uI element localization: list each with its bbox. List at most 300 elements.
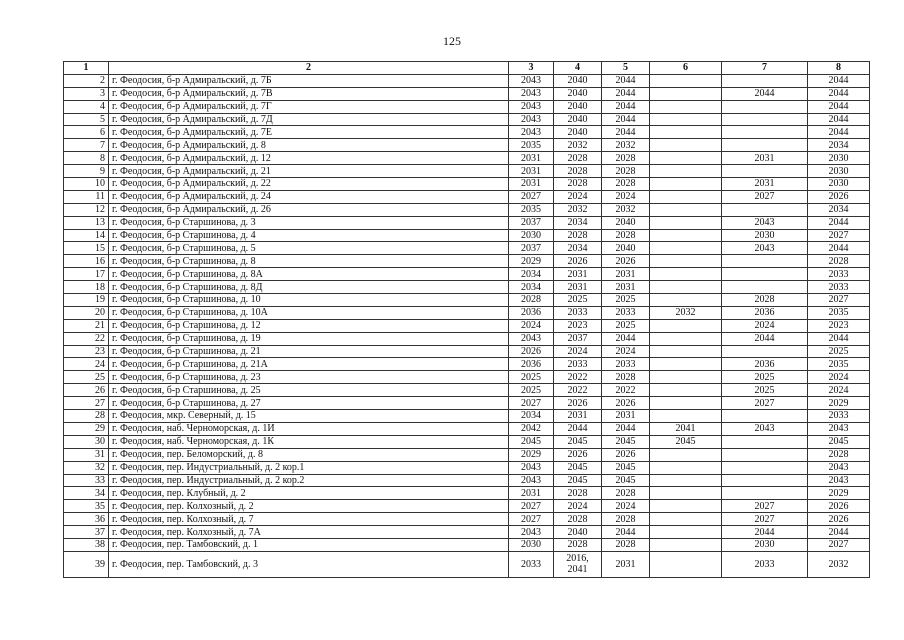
address-cell: г. Феодосия, б-р Старшинова, д. 19 bbox=[109, 332, 509, 345]
row-number-cell: 24 bbox=[64, 358, 109, 371]
address-cell: г. Феодосия, б-р Старшинова, д. 23 bbox=[109, 371, 509, 384]
table-row bbox=[64, 397, 870, 410]
col5-cell: 2028 bbox=[602, 487, 650, 500]
row-number-cell: 35 bbox=[64, 500, 109, 513]
col3-cell: 2027 bbox=[509, 190, 554, 203]
col5-cell: 2031 bbox=[602, 551, 650, 577]
col8-cell: 2028 bbox=[808, 255, 870, 268]
col8-cell: 2027 bbox=[808, 538, 870, 551]
col5-cell: 2033 bbox=[602, 358, 650, 371]
table-row bbox=[64, 448, 870, 461]
col7-cell: 2027 bbox=[722, 513, 808, 526]
col8-cell: 2034 bbox=[808, 139, 870, 152]
table-row bbox=[64, 538, 870, 551]
row-number-cell: 19 bbox=[64, 294, 109, 307]
row-number-cell: 22 bbox=[64, 332, 109, 345]
col5-cell: 2028 bbox=[602, 371, 650, 384]
address-cell: г. Феодосия, пер. Колхозный, д. 2 bbox=[109, 500, 509, 513]
col3-cell: 2030 bbox=[509, 538, 554, 551]
address-cell: г. Феодосия, наб. Черноморская, д. 1К bbox=[109, 435, 509, 448]
row-number-cell: 4 bbox=[64, 100, 109, 113]
table-row bbox=[64, 384, 870, 397]
row-number-cell: 38 bbox=[64, 538, 109, 551]
row-number-cell: 31 bbox=[64, 448, 109, 461]
col4-cell: 2032 bbox=[554, 139, 602, 152]
col8-cell: 2027 bbox=[808, 294, 870, 307]
table-row bbox=[64, 461, 870, 474]
col6-cell bbox=[650, 216, 722, 229]
address-cell: г. Феодосия, пер. Индустриальный, д. 2 кор.1 bbox=[109, 461, 509, 474]
col6-cell bbox=[650, 139, 722, 152]
col6-cell bbox=[650, 332, 722, 345]
col3-cell: 2043 bbox=[509, 526, 554, 539]
col7-cell: 2027 bbox=[722, 500, 808, 513]
col8-cell: 2035 bbox=[808, 358, 870, 371]
col8-cell: 2030 bbox=[808, 152, 870, 165]
table-row bbox=[64, 487, 870, 500]
row-number-cell: 8 bbox=[64, 152, 109, 165]
address-cell: г. Феодосия, б-р Старшинова, д. 8Д bbox=[109, 281, 509, 294]
col6-cell bbox=[650, 551, 722, 577]
col4-cell: 2045 bbox=[554, 435, 602, 448]
col5-cell: 2025 bbox=[602, 294, 650, 307]
col3-cell: 2043 bbox=[509, 474, 554, 487]
table-row bbox=[64, 139, 870, 152]
table-row bbox=[64, 319, 870, 332]
col3-cell: 2024 bbox=[509, 319, 554, 332]
col7-cell: 2030 bbox=[722, 229, 808, 242]
col4-cell: 2040 bbox=[554, 100, 602, 113]
address-cell: г. Феодосия, б-р Адмиральский, д. 7Е bbox=[109, 126, 509, 139]
table-row bbox=[64, 242, 870, 255]
col3-cell: 2034 bbox=[509, 410, 554, 423]
col6-cell bbox=[650, 345, 722, 358]
table-row bbox=[64, 255, 870, 268]
col4-cell: 2022 bbox=[554, 384, 602, 397]
col7-cell bbox=[722, 281, 808, 294]
col3-cell: 2034 bbox=[509, 281, 554, 294]
col5-cell: 2024 bbox=[602, 345, 650, 358]
col3-cell: 2031 bbox=[509, 487, 554, 500]
col5-cell: 2045 bbox=[602, 474, 650, 487]
col7-cell: 2036 bbox=[722, 358, 808, 371]
col3-cell: 2035 bbox=[509, 139, 554, 152]
col8-cell: 2027 bbox=[808, 229, 870, 242]
col6-cell bbox=[650, 152, 722, 165]
col6-cell bbox=[650, 487, 722, 500]
col5-cell: 2040 bbox=[602, 216, 650, 229]
col8-cell: 2029 bbox=[808, 397, 870, 410]
col7-cell bbox=[722, 255, 808, 268]
column-header-3: 3 bbox=[509, 62, 554, 75]
address-cell: г. Феодосия, б-р Адмиральский, д. 7Д bbox=[109, 113, 509, 126]
table-row bbox=[64, 513, 870, 526]
col6-cell bbox=[650, 538, 722, 551]
column-header-2: 2 bbox=[109, 62, 509, 75]
col6-cell bbox=[650, 229, 722, 242]
col3-cell: 2031 bbox=[509, 152, 554, 165]
row-number-cell: 12 bbox=[64, 203, 109, 216]
col6-cell bbox=[650, 384, 722, 397]
col8-cell: 2023 bbox=[808, 319, 870, 332]
table-row bbox=[64, 371, 870, 384]
col5-cell: 2032 bbox=[602, 203, 650, 216]
col6-cell bbox=[650, 397, 722, 410]
col6-cell bbox=[650, 268, 722, 281]
col4-cell: 2031 bbox=[554, 281, 602, 294]
col7-cell bbox=[722, 345, 808, 358]
address-cell: г. Феодосия, б-р Старшинова, д. 3 bbox=[109, 216, 509, 229]
col7-cell bbox=[722, 268, 808, 281]
col8-cell: 2035 bbox=[808, 306, 870, 319]
col7-cell: 2044 bbox=[722, 332, 808, 345]
col7-cell bbox=[722, 410, 808, 423]
col5-cell: 2044 bbox=[602, 126, 650, 139]
col5-cell: 2045 bbox=[602, 435, 650, 448]
col3-cell: 2043 bbox=[509, 74, 554, 87]
col7-cell: 2025 bbox=[722, 371, 808, 384]
row-number-cell: 2 bbox=[64, 74, 109, 87]
col4-cell: 2040 bbox=[554, 113, 602, 126]
col7-cell: 2043 bbox=[722, 242, 808, 255]
col8-cell: 2044 bbox=[808, 126, 870, 139]
col8-cell: 2033 bbox=[808, 268, 870, 281]
column-header-1: 1 bbox=[64, 62, 109, 75]
col8-cell: 2026 bbox=[808, 190, 870, 203]
col6-cell bbox=[650, 87, 722, 100]
col7-cell bbox=[722, 100, 808, 113]
col4-cell: 2024 bbox=[554, 345, 602, 358]
col8-cell: 2044 bbox=[808, 332, 870, 345]
row-number-cell: 9 bbox=[64, 165, 109, 178]
row-number-cell: 27 bbox=[64, 397, 109, 410]
col5-cell: 2044 bbox=[602, 87, 650, 100]
col6-cell bbox=[650, 100, 722, 113]
table-row bbox=[64, 152, 870, 165]
address-cell: г. Феодосия, б-р Адмиральский, д. 26 bbox=[109, 203, 509, 216]
col6-cell bbox=[650, 526, 722, 539]
table-row bbox=[64, 229, 870, 242]
address-cell: г. Феодосия, пер. Колхозный, д. 7А bbox=[109, 526, 509, 539]
address-cell: г. Феодосия, б-р Старшинова, д. 8 bbox=[109, 255, 509, 268]
col3-cell: 2037 bbox=[509, 242, 554, 255]
col4-cell: 2022 bbox=[554, 371, 602, 384]
col4-cell: 2040 bbox=[554, 74, 602, 87]
col5-cell: 2028 bbox=[602, 152, 650, 165]
address-cell: г. Феодосия, б-р Адмиральский, д. 22 bbox=[109, 178, 509, 191]
col4-cell: 2033 bbox=[554, 306, 602, 319]
col7-cell bbox=[722, 165, 808, 178]
row-number-cell: 10 bbox=[64, 178, 109, 191]
col6-cell bbox=[650, 203, 722, 216]
col4-cell: 2040 bbox=[554, 126, 602, 139]
col8-cell: 2025 bbox=[808, 345, 870, 358]
row-number-cell: 33 bbox=[64, 474, 109, 487]
col8-cell: 2034 bbox=[808, 203, 870, 216]
table-row bbox=[64, 500, 870, 513]
address-cell: г. Феодосия, б-р Старшинова, д. 21А bbox=[109, 358, 509, 371]
page-number: 125 bbox=[443, 34, 461, 48]
col8-cell: 2044 bbox=[808, 216, 870, 229]
col6-cell bbox=[650, 74, 722, 87]
col4-cell: 2023 bbox=[554, 319, 602, 332]
col4-cell: 2033 bbox=[554, 358, 602, 371]
col4-cell: 2028 bbox=[554, 165, 602, 178]
col7-cell: 2036 bbox=[722, 306, 808, 319]
table-row bbox=[64, 332, 870, 345]
col5-cell: 2031 bbox=[602, 410, 650, 423]
row-number-cell: 26 bbox=[64, 384, 109, 397]
column-header-8: 8 bbox=[808, 62, 870, 75]
address-cell: г. Феодосия, пер. Беломорский, д. 8 bbox=[109, 448, 509, 461]
col7-cell bbox=[722, 435, 808, 448]
row-number-cell: 15 bbox=[64, 242, 109, 255]
row-number-cell: 36 bbox=[64, 513, 109, 526]
col3-cell: 2043 bbox=[509, 126, 554, 139]
col6-cell bbox=[650, 126, 722, 139]
row-number-cell: 14 bbox=[64, 229, 109, 242]
col3-cell: 2025 bbox=[509, 371, 554, 384]
col6-cell bbox=[650, 165, 722, 178]
address-cell: г. Феодосия, пер. Тамбовский, д. 3 bbox=[109, 551, 509, 577]
col3-cell: 2027 bbox=[509, 500, 554, 513]
col7-cell: 2031 bbox=[722, 178, 808, 191]
col6-cell bbox=[650, 255, 722, 268]
col4-cell: 2025 bbox=[554, 294, 602, 307]
col8-cell: 2044 bbox=[808, 74, 870, 87]
table-row bbox=[64, 87, 870, 100]
col7-cell bbox=[722, 448, 808, 461]
col8-cell: 2024 bbox=[808, 371, 870, 384]
col6-cell bbox=[650, 500, 722, 513]
col7-cell: 2044 bbox=[722, 87, 808, 100]
address-cell: г. Феодосия, б-р Старшинова, д. 8А bbox=[109, 268, 509, 281]
table-row bbox=[64, 268, 870, 281]
col3-cell: 2027 bbox=[509, 397, 554, 410]
col5-cell: 2044 bbox=[602, 332, 650, 345]
col3-cell: 2043 bbox=[509, 113, 554, 126]
col3-cell: 2045 bbox=[509, 435, 554, 448]
col8-cell: 2044 bbox=[808, 87, 870, 100]
table-header-row bbox=[64, 62, 870, 75]
address-cell: г. Феодосия, б-р Адмиральский, д. 7Г bbox=[109, 100, 509, 113]
col3-cell: 2031 bbox=[509, 165, 554, 178]
column-header-5: 5 bbox=[602, 62, 650, 75]
col6-cell bbox=[650, 178, 722, 191]
row-number-cell: 34 bbox=[64, 487, 109, 500]
col3-cell: 2033 bbox=[509, 551, 554, 577]
row-number-cell: 23 bbox=[64, 345, 109, 358]
col8-cell: 2043 bbox=[808, 461, 870, 474]
col4-cell: 2034 bbox=[554, 242, 602, 255]
col7-cell: 2027 bbox=[722, 397, 808, 410]
col4-cell: 2016, 2041 bbox=[554, 551, 602, 577]
col7-cell: 2028 bbox=[722, 294, 808, 307]
address-cell: г. Феодосия, б-р Старшинова, д. 27 bbox=[109, 397, 509, 410]
row-number-cell: 18 bbox=[64, 281, 109, 294]
table-row bbox=[64, 306, 870, 319]
col6-cell bbox=[650, 294, 722, 307]
table-row bbox=[64, 358, 870, 371]
row-number-cell: 28 bbox=[64, 410, 109, 423]
col7-cell: 2043 bbox=[722, 422, 808, 435]
col4-cell: 2044 bbox=[554, 422, 602, 435]
row-number-cell: 39 bbox=[64, 551, 109, 577]
col5-cell: 2032 bbox=[602, 139, 650, 152]
col7-cell bbox=[722, 487, 808, 500]
row-number-cell: 37 bbox=[64, 526, 109, 539]
col7-cell bbox=[722, 139, 808, 152]
row-number-cell: 17 bbox=[64, 268, 109, 281]
col3-cell: 2030 bbox=[509, 229, 554, 242]
table-row bbox=[64, 551, 870, 577]
col5-cell: 2044 bbox=[602, 526, 650, 539]
col7-cell: 2031 bbox=[722, 152, 808, 165]
col4-cell: 2028 bbox=[554, 538, 602, 551]
col3-cell: 2043 bbox=[509, 461, 554, 474]
col5-cell: 2031 bbox=[602, 281, 650, 294]
col6-cell bbox=[650, 281, 722, 294]
col6-cell bbox=[650, 474, 722, 487]
table-body bbox=[64, 74, 870, 577]
col5-cell: 2026 bbox=[602, 255, 650, 268]
table-row bbox=[64, 178, 870, 191]
col6-cell bbox=[650, 461, 722, 474]
address-cell: г. Феодосия, б-р Адмиральский, д. 12 bbox=[109, 152, 509, 165]
address-cell: г. Феодосия, б-р Старшинова, д. 21 bbox=[109, 345, 509, 358]
col3-cell: 2042 bbox=[509, 422, 554, 435]
col4-cell: 2026 bbox=[554, 255, 602, 268]
col3-cell: 2036 bbox=[509, 306, 554, 319]
address-cell: г. Феодосия, б-р Адмиральский, д. 21 bbox=[109, 165, 509, 178]
row-number-cell: 30 bbox=[64, 435, 109, 448]
row-number-cell: 3 bbox=[64, 87, 109, 100]
address-cell: г. Феодосия, б-р Старшинова, д. 10А bbox=[109, 306, 509, 319]
col8-cell: 2044 bbox=[808, 242, 870, 255]
col3-cell: 2029 bbox=[509, 448, 554, 461]
col6-cell bbox=[650, 319, 722, 332]
row-number-cell: 6 bbox=[64, 126, 109, 139]
row-number-cell: 20 bbox=[64, 306, 109, 319]
col3-cell: 2036 bbox=[509, 358, 554, 371]
row-number-cell: 5 bbox=[64, 113, 109, 126]
col8-cell: 2030 bbox=[808, 178, 870, 191]
col5-cell: 2028 bbox=[602, 513, 650, 526]
col7-cell: 2030 bbox=[722, 538, 808, 551]
col4-cell: 2024 bbox=[554, 500, 602, 513]
col4-cell: 2034 bbox=[554, 216, 602, 229]
table-row bbox=[64, 126, 870, 139]
col5-cell: 2024 bbox=[602, 190, 650, 203]
row-number-cell: 11 bbox=[64, 190, 109, 203]
col3-cell: 2031 bbox=[509, 178, 554, 191]
col4-cell: 2028 bbox=[554, 513, 602, 526]
address-cell: г. Феодосия, пер. Клубный, д. 2 bbox=[109, 487, 509, 500]
col5-cell: 2028 bbox=[602, 229, 650, 242]
col7-cell bbox=[722, 203, 808, 216]
table-row bbox=[64, 203, 870, 216]
col5-cell: 2028 bbox=[602, 178, 650, 191]
column-header-7: 7 bbox=[722, 62, 808, 75]
col6-cell bbox=[650, 242, 722, 255]
address-cell: г. Феодосия, б-р Старшинова, д. 5 bbox=[109, 242, 509, 255]
col3-cell: 2034 bbox=[509, 268, 554, 281]
col5-cell: 2044 bbox=[602, 113, 650, 126]
table-row bbox=[64, 526, 870, 539]
row-number-cell: 21 bbox=[64, 319, 109, 332]
col6-cell bbox=[650, 513, 722, 526]
col7-cell bbox=[722, 74, 808, 87]
col5-cell: 2024 bbox=[602, 500, 650, 513]
col6-cell: 2045 bbox=[650, 435, 722, 448]
col5-cell: 2022 bbox=[602, 384, 650, 397]
col7-cell: 2033 bbox=[722, 551, 808, 577]
col7-cell bbox=[722, 474, 808, 487]
col3-cell: 2043 bbox=[509, 332, 554, 345]
col8-cell: 2026 bbox=[808, 513, 870, 526]
address-cell: г. Феодосия, б-р Старшинова, д. 12 bbox=[109, 319, 509, 332]
col7-cell bbox=[722, 126, 808, 139]
table-row bbox=[64, 345, 870, 358]
col4-cell: 2037 bbox=[554, 332, 602, 345]
col6-cell bbox=[650, 113, 722, 126]
row-number-cell: 29 bbox=[64, 422, 109, 435]
col4-cell: 2028 bbox=[554, 487, 602, 500]
col3-cell: 2035 bbox=[509, 203, 554, 216]
column-header-6: 6 bbox=[650, 62, 722, 75]
address-cell: г. Феодосия, пер. Тамбовский, д. 1 bbox=[109, 538, 509, 551]
col7-cell: 2043 bbox=[722, 216, 808, 229]
table-row bbox=[64, 410, 870, 423]
col8-cell: 2028 bbox=[808, 448, 870, 461]
col5-cell: 2044 bbox=[602, 100, 650, 113]
address-cell: г. Феодосия, б-р Адмиральский, д. 7Б bbox=[109, 74, 509, 87]
address-cell: г. Феодосия, б-р Старшинова, д. 4 bbox=[109, 229, 509, 242]
col6-cell: 2041 bbox=[650, 422, 722, 435]
col6-cell bbox=[650, 358, 722, 371]
col8-cell: 2033 bbox=[808, 281, 870, 294]
col6-cell bbox=[650, 448, 722, 461]
col3-cell: 2029 bbox=[509, 255, 554, 268]
col8-cell: 2044 bbox=[808, 113, 870, 126]
col8-cell: 2043 bbox=[808, 422, 870, 435]
table-row bbox=[64, 435, 870, 448]
col7-cell: 2027 bbox=[722, 190, 808, 203]
col8-cell: 2043 bbox=[808, 474, 870, 487]
row-number-cell: 7 bbox=[64, 139, 109, 152]
col5-cell: 2028 bbox=[602, 165, 650, 178]
table-row bbox=[64, 216, 870, 229]
col5-cell: 2044 bbox=[602, 422, 650, 435]
col8-cell: 2029 bbox=[808, 487, 870, 500]
address-cell: г. Феодосия, б-р Старшинова, д. 10 bbox=[109, 294, 509, 307]
col3-cell: 2026 bbox=[509, 345, 554, 358]
row-number-cell: 13 bbox=[64, 216, 109, 229]
col5-cell: 2044 bbox=[602, 74, 650, 87]
housing-schedule-table bbox=[63, 61, 870, 578]
col3-cell: 2027 bbox=[509, 513, 554, 526]
col3-cell: 2028 bbox=[509, 294, 554, 307]
col4-cell: 2031 bbox=[554, 410, 602, 423]
col6-cell bbox=[650, 410, 722, 423]
col4-cell: 2045 bbox=[554, 474, 602, 487]
address-cell: г. Феодосия, б-р Адмиральский, д. 24 bbox=[109, 190, 509, 203]
col6-cell: 2032 bbox=[650, 306, 722, 319]
col8-cell: 2044 bbox=[808, 100, 870, 113]
col5-cell: 2045 bbox=[602, 461, 650, 474]
table-row bbox=[64, 474, 870, 487]
address-cell: г. Феодосия, б-р Адмиральский, д. 7В bbox=[109, 87, 509, 100]
